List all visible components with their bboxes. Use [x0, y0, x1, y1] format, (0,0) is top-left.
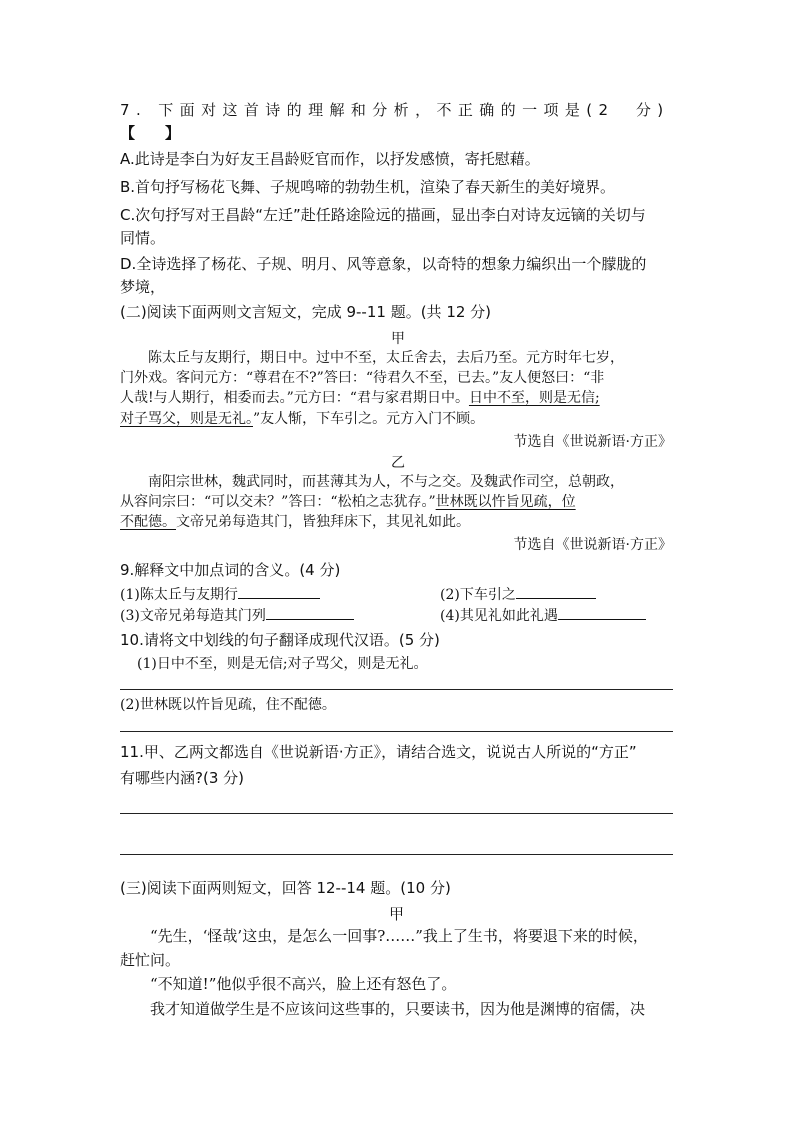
section3-jia-label: 甲 — [389, 905, 405, 923]
q7-option-d: D.全诗选择了杨花、子规、明月、风等意象，以奇特的想象力编织出一个朦胧的 — [120, 255, 647, 273]
yi-line-2: 从容问宗曰：“可以交未？”答曰：“松柏之志犹存。”世林既以忤旨见疏，位 — [120, 494, 576, 510]
jia-underlined-sentence-2: 对子骂父，则是无礼。 — [120, 411, 253, 427]
q7-option-c-cont: 同情。 — [120, 229, 166, 247]
jia-source: 节选自《世说新语·方正》 — [513, 434, 672, 450]
section3-para-3: 我才知道做学生是不应该问这些事的，只要读书，因为他是渊博的宿儒，决 — [120, 1000, 646, 1018]
q7-option-a: A.此诗是李白为好友王昌龄贬官而作，以抒发感愤，寄托慰藉。 — [120, 150, 540, 168]
jia-line-3: 人哉!与人期行，相委而去。”元方曰：“君与家君期日中。日中不至，则是无信; — [120, 390, 600, 406]
q9-item-4: (4)其见礼如此礼遇 — [440, 605, 646, 625]
section3-heading: (三)阅读下面两则短文，回答 12--14 题。(10 分) — [120, 879, 451, 897]
jia-underlined-sentence-1: 日中不至，则是无信; — [468, 390, 600, 406]
jia-line-4: 对子骂父，则是无礼。”友人惭，下车引之。元方入门不顾。 — [120, 411, 485, 427]
section2-jia-label: 甲 — [391, 331, 405, 347]
q9-item-3: (3)文帝兄弟每造其门列 — [120, 605, 354, 626]
section3-para-1-cont: 赶忙问。 — [120, 951, 181, 969]
q9-answer-blank-1[interactable] — [238, 584, 320, 599]
q10-stem: 10.请将文中划线的句子翻译成现代汉语。(5 分) — [120, 631, 440, 649]
section3-para-1: “先生，‘怪哉’这虫，是怎么一回事?……”我上了生书，将要退下来的时候， — [120, 927, 648, 945]
yi-underlined-sentence-1: 世林既以忤旨见疏，位 — [435, 494, 576, 510]
q7-option-c: C.次句抒写对王昌龄“左迁”赴任路途险远的描画，显出李白对诗友远镝的关切与 — [120, 206, 646, 224]
q11-answer-line-1[interactable] — [120, 813, 673, 814]
q10-sentence-1: (1)日中不至，则是无信;对子骂父，则是无礼。 — [137, 656, 428, 672]
jia-line-2: 门外戏。客问元方：“尊君在不?”答曰：“待君久不至，已去。”友人便怒曰：“非 — [120, 370, 605, 386]
q11-answer-line-2[interactable] — [120, 854, 673, 855]
q9-item-2: (2)下车引之 — [440, 584, 596, 604]
q9-answer-blank-4[interactable] — [558, 605, 646, 620]
yi-line-1: 南阳宗世林，魏武同时，而甚薄其为人，不与之交。及魏武作司空，总朝政， — [120, 474, 624, 490]
section3-para-2: “不知道!”他似乎很不高兴，脸上还有怒色了。 — [120, 975, 457, 993]
section2-heading: (二)阅读下面两则文言短文，完成 9--11 题。(共 12 分) — [120, 303, 492, 321]
q9-stem: 9.解释文中加点词的含义。(4 分) — [120, 561, 341, 579]
q7-stem: 7. 下面对这首诗的理解和分析，不正确的一项是(2 分) — [120, 101, 670, 119]
q7-option-b: B.首句抒写杨花飞舞、子规鸣啼的勃勃生机，渲染了春天新生的美好境界。 — [120, 178, 616, 196]
q10-sentence-2: (2)世林既以忤旨见疏，住不配德。 — [120, 697, 336, 713]
q7-option-d-cont: 梦境， — [120, 278, 166, 296]
q11-stem-line-2: 有哪些内涵?(3 分) — [120, 769, 244, 787]
q9-answer-blank-3[interactable] — [266, 605, 354, 620]
q11-stem-line-1: 11.甲、乙两文都选自《世说新语·方正》，请结合选文，说说古人所说的“方正” — [120, 743, 637, 761]
section2-yi-label: 乙 — [391, 455, 405, 471]
q10-answer-line-2[interactable] — [120, 731, 673, 732]
q9-item-1: (1)陈太丘与友期行 — [120, 584, 320, 605]
jia-line-1: 陈太丘与友期行，期日中。过中不至，太丘舍去，去后乃至。元方时年七岁， — [120, 350, 624, 366]
q7-answer-bracket: 【 】 — [120, 124, 181, 142]
q9-answer-blank-2[interactable] — [516, 584, 596, 599]
q10-answer-line-1[interactable] — [120, 689, 673, 690]
yi-line-3: 不配德。文帝兄弟每造其门，皆独拜床下，其见礼如此。 — [120, 514, 470, 530]
yi-underlined-sentence-2: 不配德。 — [120, 514, 176, 530]
yi-source: 节选自《世说新语·方正》 — [513, 537, 672, 553]
